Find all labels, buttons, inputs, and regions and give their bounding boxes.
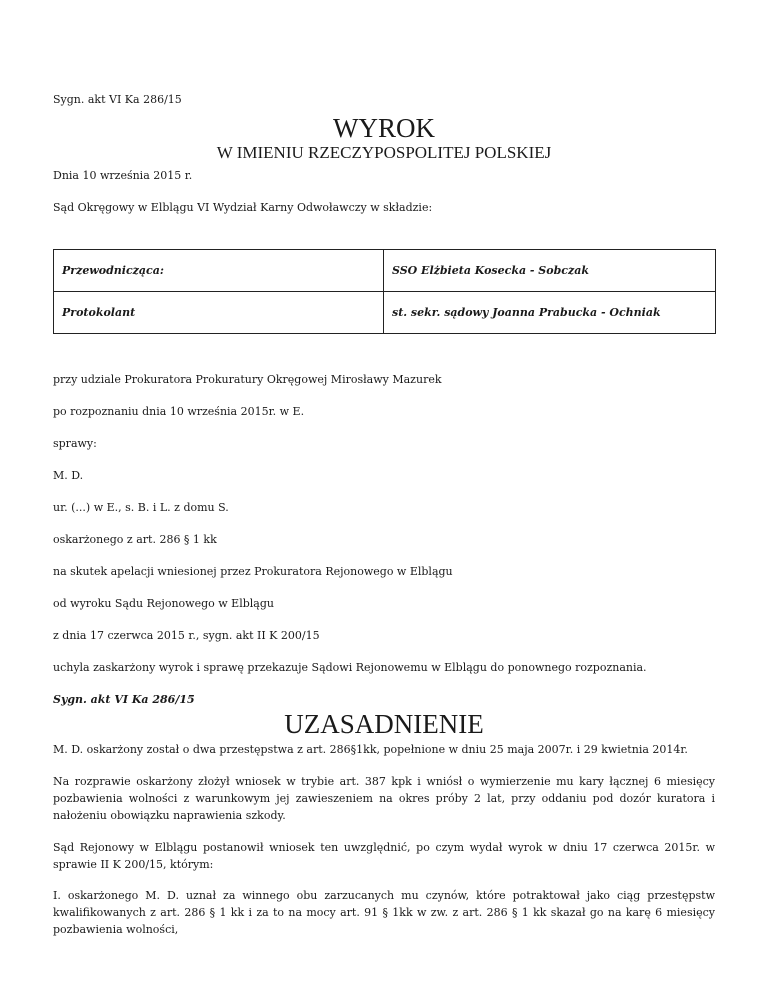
justification-case-reference: Sygn. akt VI Ka 286/15 [53,693,195,706]
table-row [54,250,716,292]
body-line: sprawy: [53,437,97,450]
table-row [54,292,716,334]
verdict-title: WYROK [333,113,435,143]
body-line: przy udziale Prokuratora Prokuratury Okręgowej Mirosławy Mazurek [53,373,442,386]
justification-paragraph: Na rozprawie oskarżony złożył wniosek w trybie art. 387 kpk i wniósł o wymierzenie mu kary łącznej 6 miesięcy pozbawienia wolności z warunkowym jej zawieszeniem na okres próby 2 lat, przy oddaniu pod dozór kuratora i nałożeniu obowiązku naprawienia szkody. [53,775,715,822]
verdict-subtitle: W IMIENIU RZECZYPOSPOLITEJ POLSKIEJ [216,143,552,162]
justification-paragraph: I. oskarżonego M. D. uznał za winnego obu zarzucanych mu czynów, które potraktował jako ciąg przestępstw kwalifikowanych z art. 286 § 1 kk i za to na mocy art. 91 § 1kk w zw. z art. 286 § 1 kk skazał go na karę 6 miesięcy pozbawienia wolności, [53,889,715,936]
body-line: po rozpoznaniu dnia 10 września 2015r. w E. [53,405,305,418]
panel-role: Przewodnicząca: [54,250,384,292]
case-reference: Sygn. akt VI Ka 286/15 [53,93,182,106]
panel-person: st. sekr. sądowy Joanna Prabucka - Ochniak [384,292,716,334]
body-line: z dnia 17 czerwca 2015 r., sygn. akt II K 200/15 [53,629,320,642]
body-line: ur. (...) w E., s. B. i L. z domu S. [53,501,229,514]
body-line: uchyla zaskarżony wyrok i sprawę przekazuje Sądowi Rejonowemu w Elblągu do ponownego rozpoznania. [53,661,647,674]
court-panel-table [53,249,716,334]
body-line: od wyroku Sądu Rejonowego w Elblągu [53,597,274,610]
body-line: M. D. [53,469,84,482]
panel-person: SSO Elżbieta Kosecka - Sobczak [384,250,716,292]
justification-paragraph: M. D. oskarżony został o dwa przestępstwa z art. 286§1kk, popełnione w dniu 25 maja 2007r. i 29 kwietnia 2014r. [53,743,688,756]
justification-paragraph: Sąd Rejonowy w Elblągu postanowił wniosek ten uwzględnić, po czym wydał wyrok w dniu 17 czerwca 2015r. w sprawie II K 200/15, którym: [53,841,715,871]
panel-role: Protokolant [54,292,384,334]
justification-title: UZASADNIENIE [284,709,484,739]
body-line: na skutek apelacji wniesionej przez Prokuratora Rejonowego w Elblągu [53,565,453,578]
verdict-date: Dnia 10 września 2015 r. [53,169,193,182]
body-line: oskarżonego z art. 286 § 1 kk [53,533,217,546]
court-composition: Sąd Okręgowy w Elblągu VI Wydział Karny Odwoławczy w składzie: [53,201,433,214]
